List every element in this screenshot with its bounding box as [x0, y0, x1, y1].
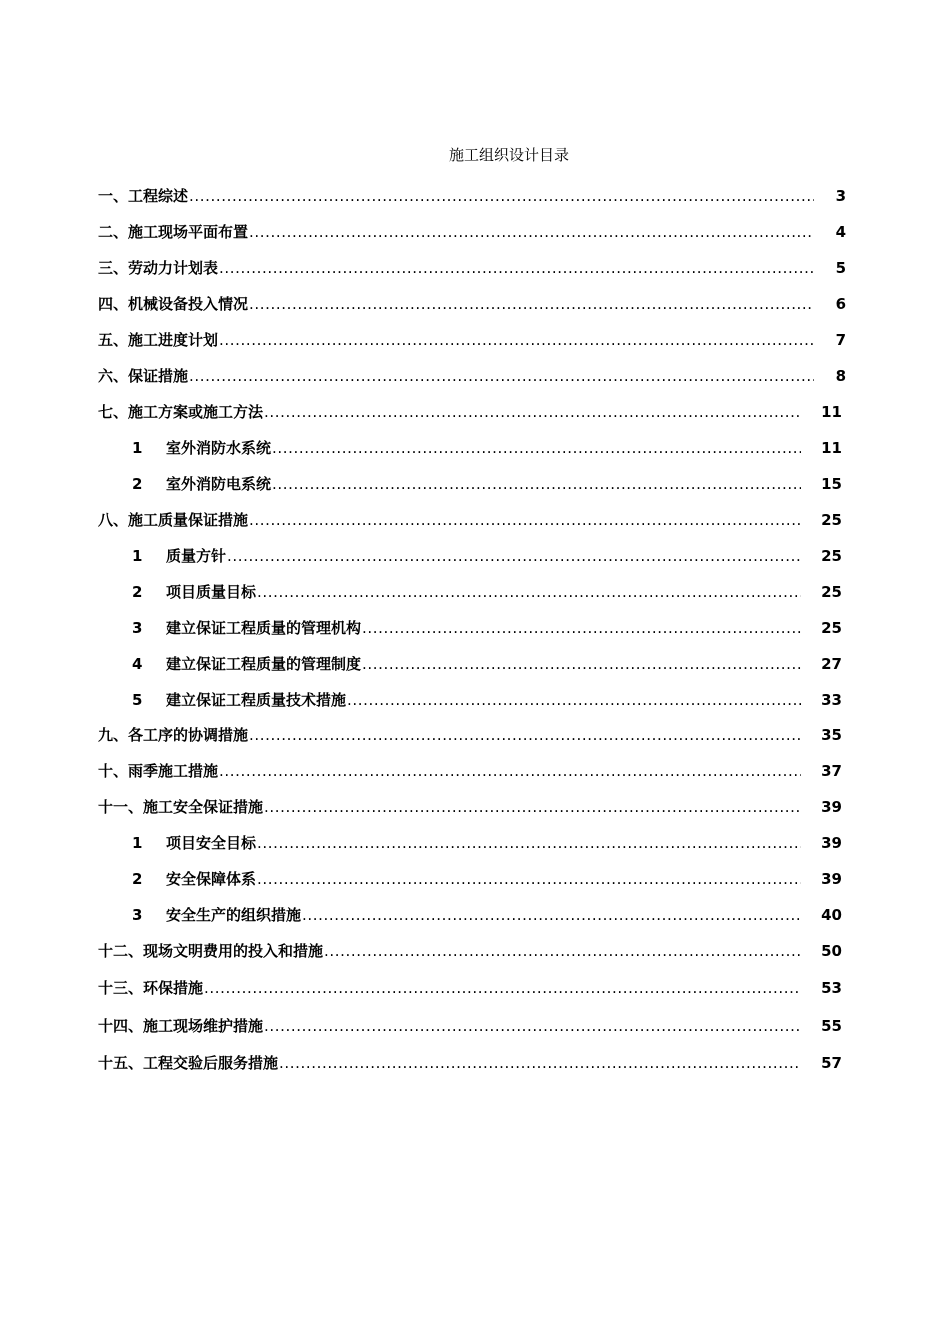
toc-leader-dots — [249, 293, 814, 315]
toc-page-number: 25 — [821, 547, 842, 565]
toc-page-number: 6 — [835, 295, 846, 313]
toc-leader-dots — [204, 977, 801, 999]
toc-leader-dots — [264, 1015, 801, 1037]
toc-entry-label: 二、施工现场平面布置 — [98, 223, 249, 241]
toc-leader-dots — [362, 653, 801, 675]
toc-page-number: 50 — [821, 942, 842, 960]
toc-entry[interactable] — [98, 365, 846, 387]
toc-leader-dots — [249, 221, 814, 243]
toc-entry[interactable] — [98, 977, 842, 999]
toc-leader-dots — [257, 832, 801, 854]
toc-entry[interactable] — [98, 904, 842, 926]
toc-entry-label: 建立保证工程质量技术措施 — [166, 691, 347, 709]
toc-leader-dots — [347, 689, 801, 711]
toc-page-number: 25 — [821, 583, 842, 601]
toc-entry[interactable] — [98, 724, 842, 746]
toc-entry-number: 2 — [132, 475, 143, 493]
toc-entry[interactable] — [98, 545, 842, 567]
toc-entry[interactable] — [98, 796, 842, 818]
toc-entry[interactable] — [98, 868, 842, 890]
toc-leader-dots — [249, 509, 801, 531]
toc-page-number: 3 — [835, 187, 846, 205]
toc-page-number: 11 — [821, 439, 842, 457]
toc-leader-dots — [362, 617, 801, 639]
toc-entry-label: 室外消防电系统 — [166, 475, 272, 493]
toc-entry-label: 一、工程综述 — [98, 187, 189, 205]
toc-page-number: 35 — [821, 726, 842, 744]
toc-page-number: 39 — [821, 834, 842, 852]
toc-entry-label: 四、机械设备投入情况 — [98, 295, 249, 313]
toc-entry[interactable] — [98, 832, 842, 854]
toc-entry-number: 2 — [132, 583, 143, 601]
toc-page-number: 15 — [821, 475, 842, 493]
toc-page-number: 55 — [821, 1017, 842, 1035]
toc-leader-dots — [279, 1052, 801, 1074]
toc-entry-label: 十二、现场文明费用的投入和措施 — [98, 942, 324, 960]
toc-entry[interactable] — [98, 185, 846, 207]
toc-entry-label: 安全生产的组织措施 — [166, 906, 302, 924]
toc-entry-label: 建立保证工程质量的管理机构 — [166, 619, 362, 637]
toc-entry-label: 八、施工质量保证措施 — [98, 511, 249, 529]
toc-leader-dots — [219, 760, 801, 782]
toc-leader-dots — [227, 545, 801, 567]
toc-page-number: 33 — [821, 691, 842, 709]
toc-leader-dots — [302, 904, 801, 926]
toc-entry-number: 5 — [132, 691, 143, 709]
toc-leader-dots — [189, 365, 814, 387]
toc-entry[interactable] — [98, 257, 846, 279]
toc-entry-label: 项目安全目标 — [166, 834, 257, 852]
toc-page-number: 11 — [821, 403, 842, 421]
toc-entry[interactable] — [98, 329, 846, 351]
toc-leader-dots — [189, 185, 814, 207]
toc-page-number: 57 — [821, 1054, 842, 1072]
toc-leader-dots — [324, 940, 801, 962]
toc-entry-number: 4 — [132, 655, 143, 673]
toc-entry[interactable] — [98, 221, 846, 243]
toc-leader-dots — [257, 581, 801, 603]
toc-entry-label: 室外消防水系统 — [166, 439, 272, 457]
toc-leader-dots — [257, 868, 801, 890]
document-title: 施工组织设计目录 — [448, 146, 569, 164]
toc-page-number: 39 — [821, 870, 842, 888]
toc-entry-label: 建立保证工程质量的管理制度 — [166, 655, 362, 673]
toc-page-number: 5 — [835, 259, 846, 277]
toc-leader-dots — [272, 473, 801, 495]
toc-entry-label: 十四、施工现场维护措施 — [98, 1017, 264, 1035]
toc-entry-label: 安全保障体系 — [166, 870, 257, 888]
toc-entry-label: 十三、环保措施 — [98, 979, 204, 997]
toc-entry[interactable] — [98, 760, 842, 782]
toc-entry-number: 2 — [132, 870, 143, 888]
toc-leader-dots — [219, 257, 814, 279]
toc-entry-label: 五、施工进度计划 — [98, 331, 219, 349]
toc-entry-number: 1 — [132, 547, 143, 565]
toc-entry[interactable] — [98, 509, 842, 531]
toc-entry[interactable] — [98, 940, 842, 962]
toc-page-number: 7 — [835, 331, 846, 349]
toc-entry-label: 十一、施工安全保证措施 — [98, 798, 264, 816]
toc-entry[interactable] — [98, 437, 842, 459]
toc-page-number: 27 — [821, 655, 842, 673]
toc-entry-number: 3 — [132, 619, 143, 637]
toc-entry-label: 质量方针 — [166, 547, 227, 565]
toc-entry-label: 九、各工序的协调措施 — [98, 726, 249, 744]
toc-entry-label: 十五、工程交验后服务措施 — [98, 1054, 279, 1072]
toc-entry[interactable] — [98, 653, 842, 675]
toc-page-number: 25 — [821, 511, 842, 529]
toc-entry[interactable] — [98, 581, 842, 603]
toc-leader-dots — [264, 796, 801, 818]
toc-page-number: 53 — [821, 979, 842, 997]
toc-leader-dots — [272, 437, 801, 459]
toc-entry[interactable] — [98, 1052, 842, 1074]
toc-entry[interactable] — [98, 473, 842, 495]
toc-entry-label: 十、雨季施工措施 — [98, 762, 219, 780]
toc-leader-dots — [219, 329, 814, 351]
toc-entry-number: 3 — [132, 906, 143, 924]
toc-leader-dots — [264, 401, 801, 423]
toc-page-number: 8 — [835, 367, 846, 385]
toc-entry-number: 1 — [132, 439, 143, 457]
toc-entry-label: 项目质量目标 — [166, 583, 257, 601]
toc-entry-number: 1 — [132, 834, 143, 852]
toc-leader-dots — [249, 724, 801, 746]
toc-entry[interactable] — [98, 1015, 842, 1037]
toc-page-number: 40 — [821, 906, 842, 924]
toc-entry-label: 七、施工方案或施工方法 — [98, 403, 264, 421]
toc-entry[interactable] — [98, 293, 846, 315]
toc-page-number: 4 — [835, 223, 846, 241]
toc-entry-label: 六、保证措施 — [98, 367, 189, 385]
toc-page-number: 39 — [821, 798, 842, 816]
toc-entry[interactable] — [98, 617, 842, 639]
toc-entry[interactable] — [98, 689, 842, 711]
toc-page-number: 25 — [821, 619, 842, 637]
toc-entry[interactable] — [98, 401, 842, 423]
toc-page-number: 37 — [821, 762, 842, 780]
toc-entry-label: 三、劳动力计划表 — [98, 259, 219, 277]
